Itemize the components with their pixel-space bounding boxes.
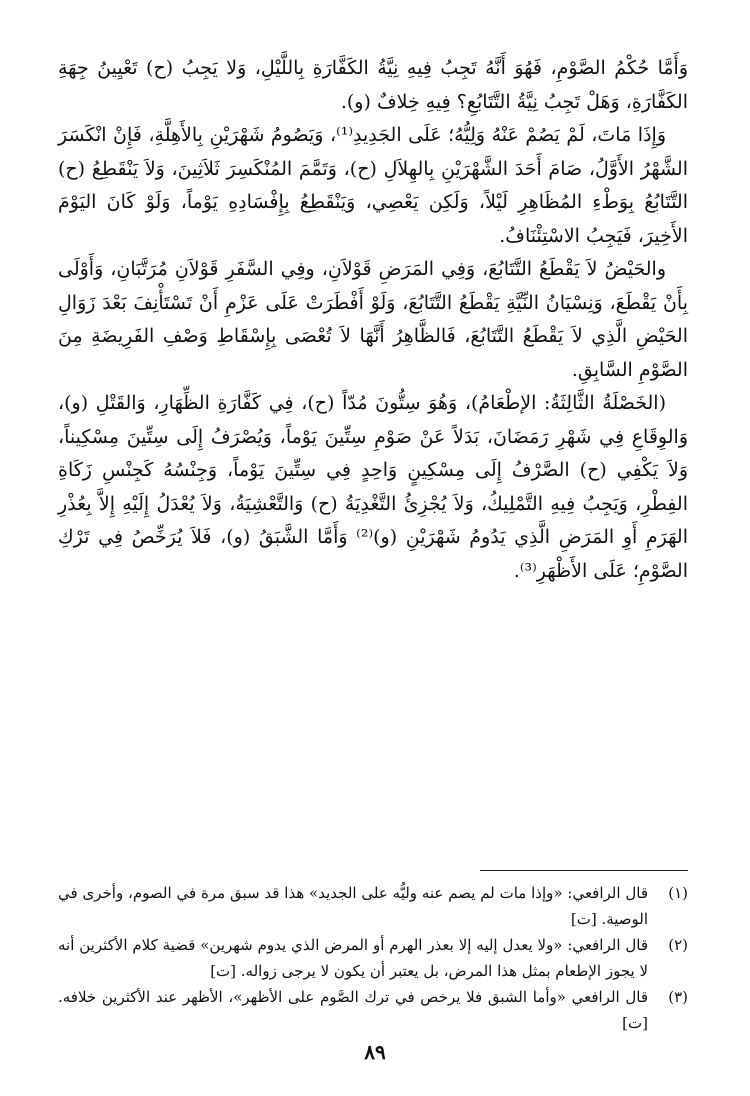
paragraph-menstruation: والحَيْضُ لاَ يَقْطَعُ التَّتَابُعَ، وَفِي المَرَضِ قَوْلاَنِ، وفِي السَّفَرِ قَوْلاَنِ مُرَتَّبَانِ، وَأَوْلَى بِأَنْ يَقْطَعَ، وَنِسْيَانُ النِّيَّةِ يَقْطَعُ التَّتَابُعَ، وَلَوْ أَفْطَرَتْ عَلَى عَزْمِ أَنْ تَسْتَأْنِفَ بَعْدَ زَوَالِ الحَيْضِ الَّذِي لاَ يَقْطَعُ التَّتَابُعَ، فَالظَّاهِرُ أَنَّهَا لاَ تُعْصَى بِإِسْقَاطِ وَصْفِ الفَرِيضَةِ مِنَ الصَّوْمِ السَّابِقِ. (58, 258, 688, 381)
footnote-number: (٣) (668, 988, 688, 1006)
footnote-text: قال الرافعي «وأما الشبق فلا يرخص في ترك الصَّوم على الأظهر»، الأظهر عند الأكثرين خلافه. [ت] (58, 988, 648, 1032)
footnote-text: قال الرافعي: «وإذا مات لم يصم عنه وليُّه على الجديد» هذا قد سبق مرة في الصوم، وأخرى في الوصية. [ت] (58, 884, 648, 928)
main-text (58, 52, 688, 588)
paragraph-fasting-ruling: وَأَمَّا حُكْمُ الصَّوْمِ، فَهُوَ أَنَّهُ تَجِبُ فِيهِ نِيَّةُ الكَفَّارَةِ بِاللَّيْلِ، وَلا يَجِبُ (ح) تَعْيِينُ جِهَةِ الكَفَّارَةِ، وَهَلْ تَجِبُ نِيَّةُ التَّتَابُعِ؟ فِيهِ خِلافٌ (و). (58, 57, 689, 113)
footnote-number: (١) (668, 884, 688, 902)
footnote-item (58, 880, 688, 932)
footnote-item (58, 932, 688, 984)
footnotes (58, 880, 688, 1036)
page-number: ٨٩ (364, 1040, 386, 1064)
paragraph-third-option-feeding: (الخَصْلَةُ الثَّالِثَةُ: الإطْعَامُ)، وَهُوَ سِتُّونَ مُدّاً (ح)، فِي كَفَّارَةِ الظِّهَارِ، وَالقَتْلِ (و)، وَالوِقَاعِ فِي شَهْرِ رَمَضَانَ، بَدَلاً عَنْ صَوْمِ سِتِّينَ يَوْماً، وَيُصْرَفُ إِلَى سِتِّينَ مِسْكِيناً، وَلاَ يَكْفِي (ح) الصَّرْفُ إِلَى مِسْكِينٍ وَاحِدٍ فِي سِتِّينَ يَوْماً، وَجِنْسُهُ كَجِنْسِ زَكَاةِ الفِطْرِ، وَيَجِبُ فِيهِ التَّمْلِيكُ، وَلاَ يُجْزِئُ التَّغْدِيَةُ (ح) وَالتَّعْشِيَةُ، وَلاَ يُعْدَلُ إِلَيْهِ إِلاَّ بِعُذْرِ الهَرَمِ أَوِ المَرَضِ الَّذِي يَدُومُ شَهْرَيْنِ (و)⁽²⁾ وَأَمَّا الشَّبَقُ (و)، فَلاَ يُرَخِّصُ فِي تَرْكِ الصَّوْمِ؛ عَلَى الأَظْهَرِ⁽³⁾. (58, 392, 688, 582)
footnote-text: قال الرافعي: «ولا يعدل إليه إلا بعذر الهرم أو المرض الذي يدوم شهرين» قضية كلام الأكثرين أنه لا يجوز الإطعام بمثل هذا المرض، بل يعتبر أن يكون لا يرجى زواله. [ت] (58, 936, 648, 980)
footnote-separator (480, 870, 688, 871)
paragraph-death-and-consecutive: وَإِذَا مَاتَ، لَمْ يَصُمْ عَنْهُ وَلِيُّهُ؛ عَلَى الجَدِيدِ⁽¹⁾، وَيَصُومُ شَهْرَيْنِ بِالأَهِلَّةِ، فَإِنْ انْكَسَرَ الشَّهْرُ الأَوَّلُ، صَامَ أَحَدَ الشَّهْرَيْنِ بِالهِلاَلِ (ح)، وَتَمَّمَ المُنْكَسِرَ ثَلاَثِينَ، وَلاَ يَنْقَطِعُ (ح) التَّتَابُعُ بِوَطْءِ المُظَاهِرِ لَيْلاً، وَلَكِن يَعْصِي، وَيَنْقَطِعُ بِإِفْسَادِهِ يَوْماً، وَلَوْ كَانَ اليَوْمَ الأَخِيرَ، فَيَجِبُ الاسْتِئْنَافُ. (58, 124, 688, 247)
footnote-number: (٢) (668, 936, 688, 954)
footnote-item (58, 984, 688, 1036)
